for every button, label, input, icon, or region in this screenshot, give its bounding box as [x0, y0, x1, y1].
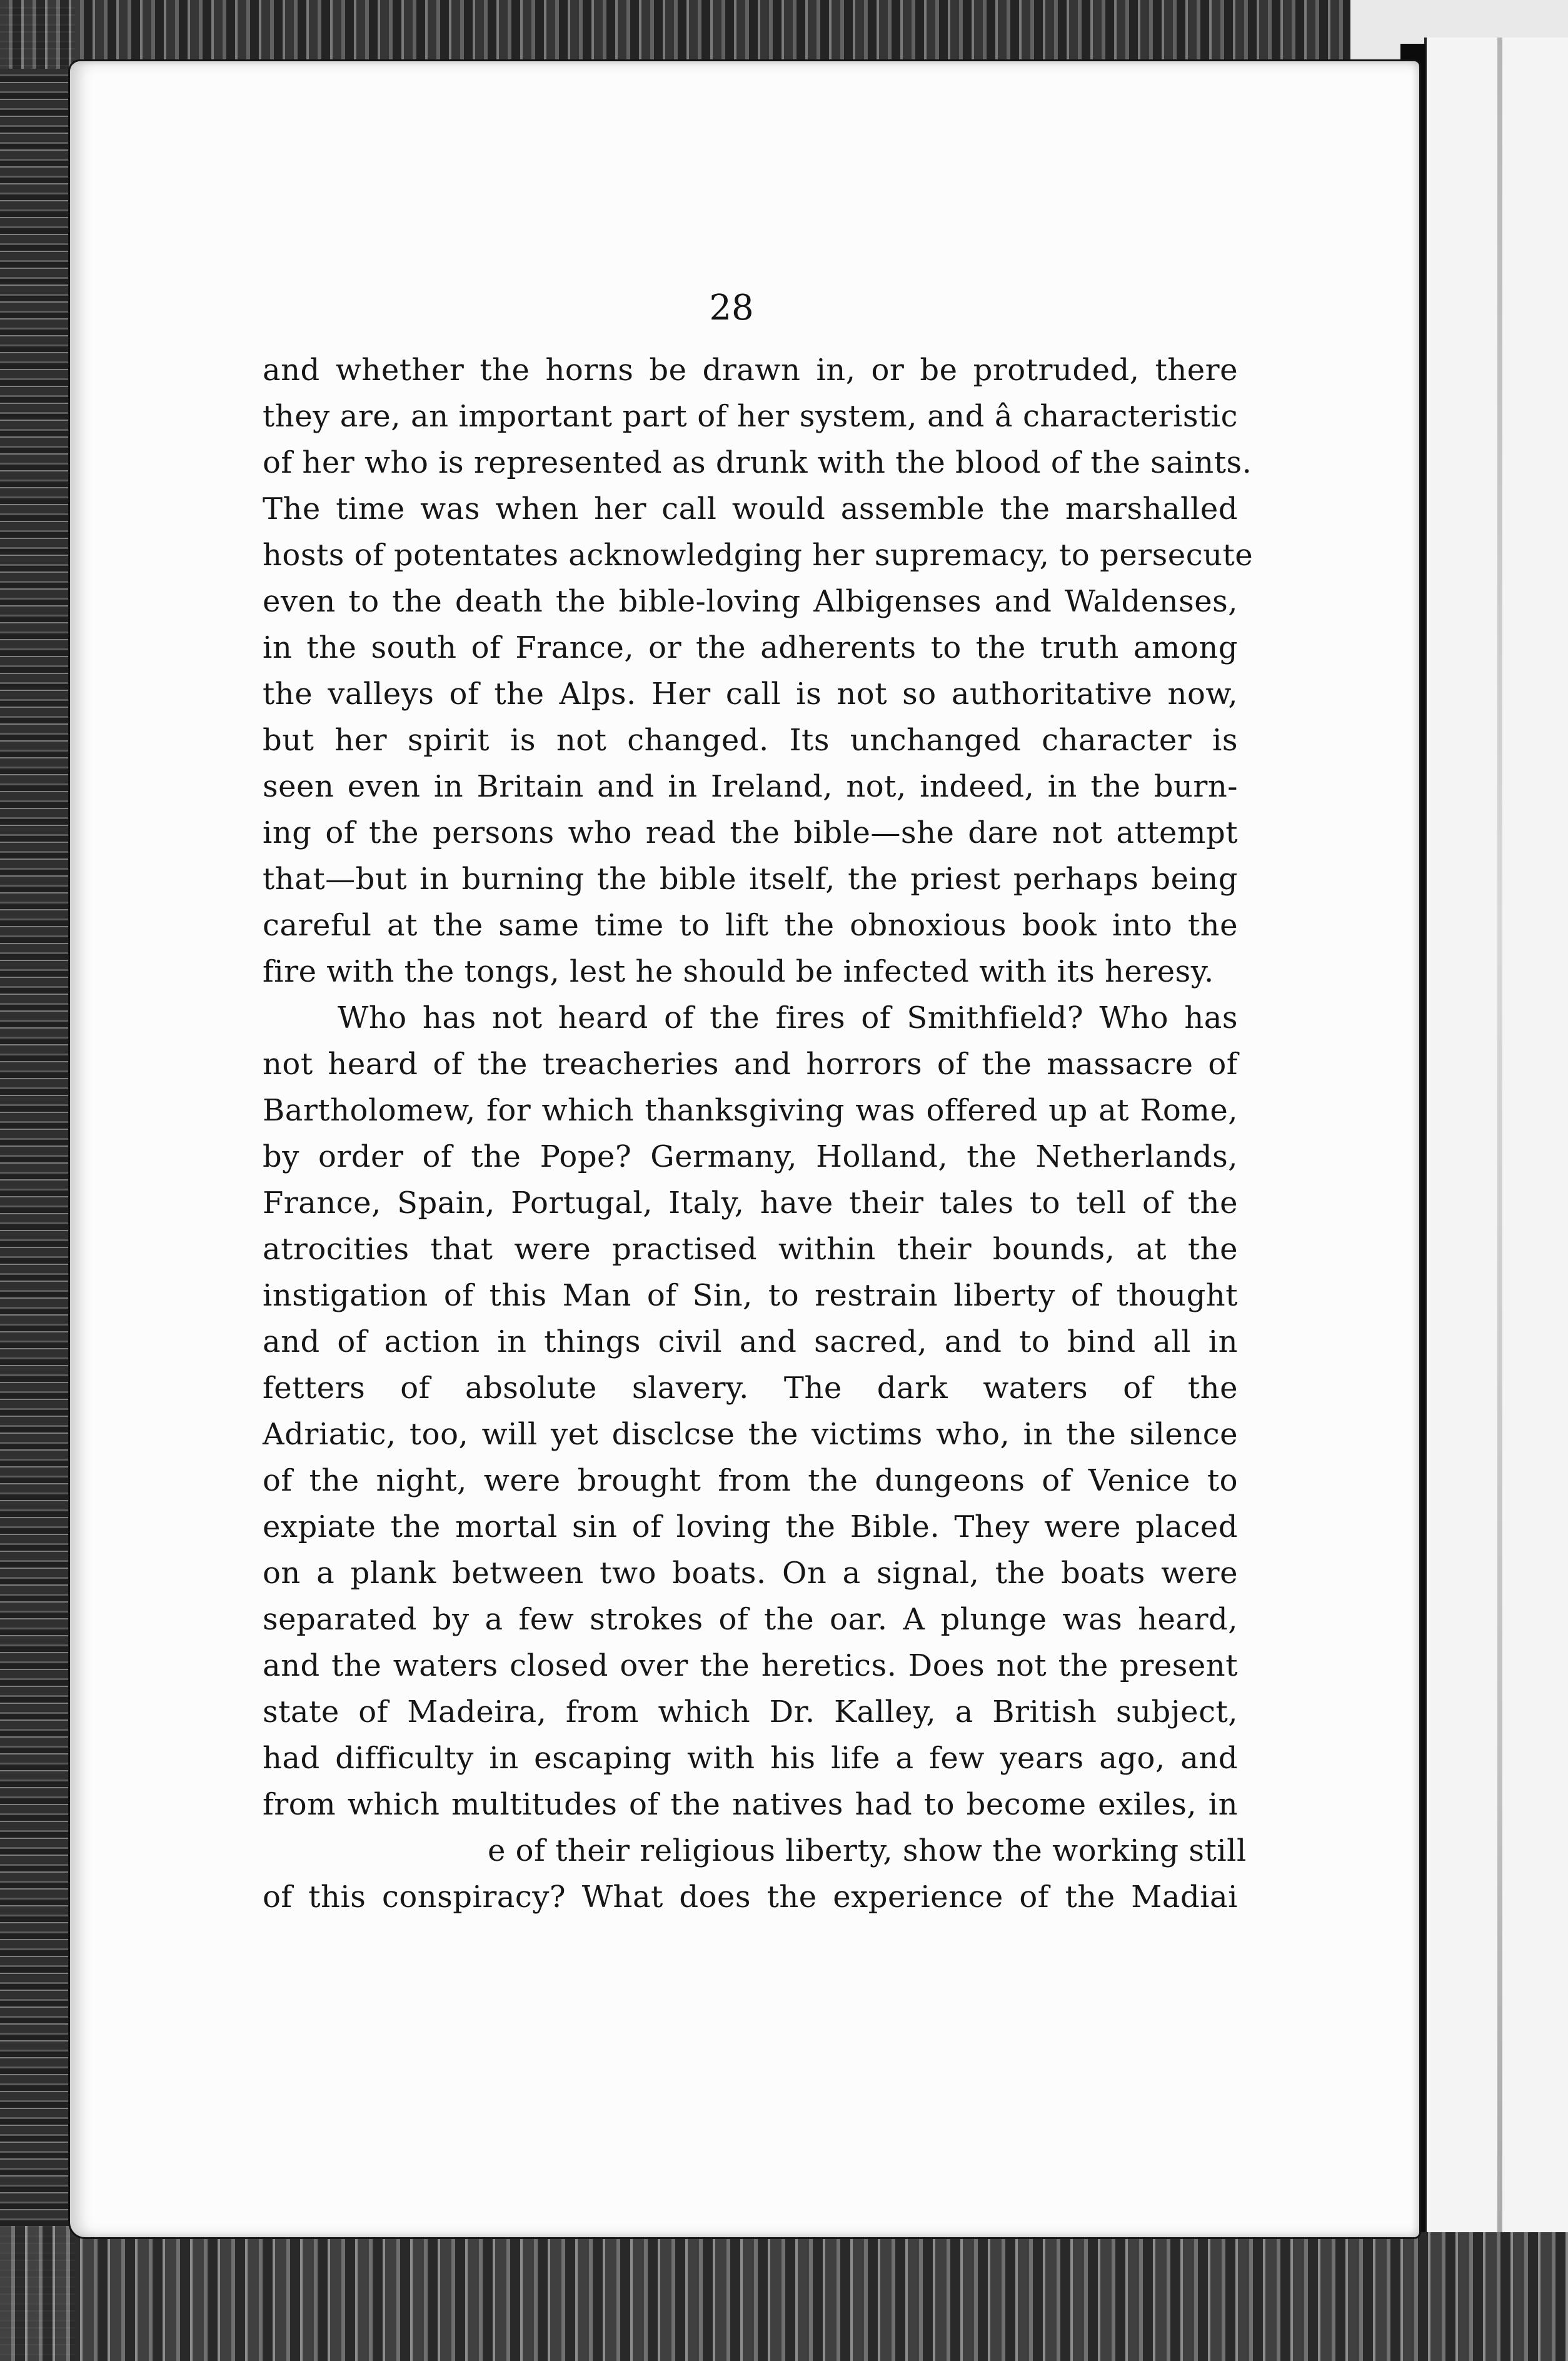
text-line: and whether the horns be drawn in, or be protruded, there [263, 353, 1238, 388]
text-line: not heard of the treacheries and horrors of the massacre of [263, 1047, 1238, 1082]
page-number: 28 [709, 288, 754, 328]
text-line: of the night, were brought from the dungeons of Venice to [263, 1463, 1238, 1498]
text-line: from which multitudes of the natives had to become exiles, in [263, 1787, 1238, 1822]
scan-bottom-border [0, 2226, 1568, 2361]
text-line: e of their religious liberty, show the working still [488, 1833, 1247, 1868]
text-line: hosts of potentates acknowledging her supremacy, to persecute [263, 538, 1254, 573]
text-line: even to the death the bible-loving Albigenses and Waldenses, [263, 584, 1238, 619]
text-line: they are, an important part of her system, and â characteristic [263, 399, 1238, 434]
text-line: on a plank between two boats. On a signal, the boats were [263, 1556, 1238, 1591]
text-line: the valleys of the Alps. Her call is not so authoritative now, [263, 677, 1238, 712]
text-line: Bartholomew, for which thanksgiving was offered up at Rome, [263, 1093, 1238, 1128]
text-line: atrocities that were practised within their bounds, at the [263, 1232, 1238, 1267]
text-line: fetters of absolute slavery. The dark waters of the [263, 1371, 1238, 1406]
text-line: state of Madeira, from which Dr. Kalley, a British subject, [263, 1694, 1238, 1729]
text-line: careful at the same time to lift the obnoxious book into the [263, 908, 1238, 943]
text-line: and the waters closed over the heretics. Does not the present [263, 1648, 1238, 1683]
text-line: that—but in burning the bible itself, the priest perhaps being [263, 862, 1238, 897]
text-line: but her spirit is not changed. Its unchanged character is [263, 723, 1238, 758]
text-line: instigation of this Man of Sin, to restrain liberty of thought [263, 1278, 1238, 1313]
text-line: separated by a few strokes of the oar. A plunge was heard, [263, 1602, 1238, 1637]
text-line: France, Spain, Portugal, Italy, have their tales to tell of the [263, 1186, 1238, 1221]
text-line: The time was when her call would assemble the marshalled [263, 491, 1238, 526]
text-line: in the south of France, or the adherents to the truth among [263, 630, 1238, 665]
text-line: fire with the tongs, lest he should be infected with its heresy. [263, 954, 1214, 989]
text-line: seen even in Britain and in Ireland, not, indeed, in the burn- [263, 769, 1238, 804]
text-line: had difficulty in escaping with his life a few years ago, and [263, 1741, 1238, 1776]
text-line: of her who is represented as drunk with the blood of the saints. [263, 445, 1252, 480]
text-line: ing of the persons who read the bible—she dare not attempt [263, 815, 1238, 850]
body-text [263, 347, 1254, 1920]
facing-page-edge [1424, 38, 1568, 2232]
scan-left-edge [0, 0, 75, 2361]
text-line: by order of the Pope? Germany, Holland, the Netherlands, [263, 1139, 1238, 1174]
text-line: and of action in things civil and sacred, and to bind all in [263, 1324, 1238, 1359]
text-line: expiate the mortal sin of loving the Bible. They were placed [263, 1509, 1238, 1544]
paragraph-start-line: Who has not heard of the fires of Smithfield? Who has [338, 1000, 1238, 1035]
text-line: of this conspiracy? What does the experience of the Madiai [263, 1880, 1238, 1915]
text-line: Adriatic, too, will yet disclcse the victims who, in the silence [263, 1417, 1238, 1452]
facing-page-fold [1497, 38, 1502, 2232]
scan-top-border [0, 0, 1568, 69]
